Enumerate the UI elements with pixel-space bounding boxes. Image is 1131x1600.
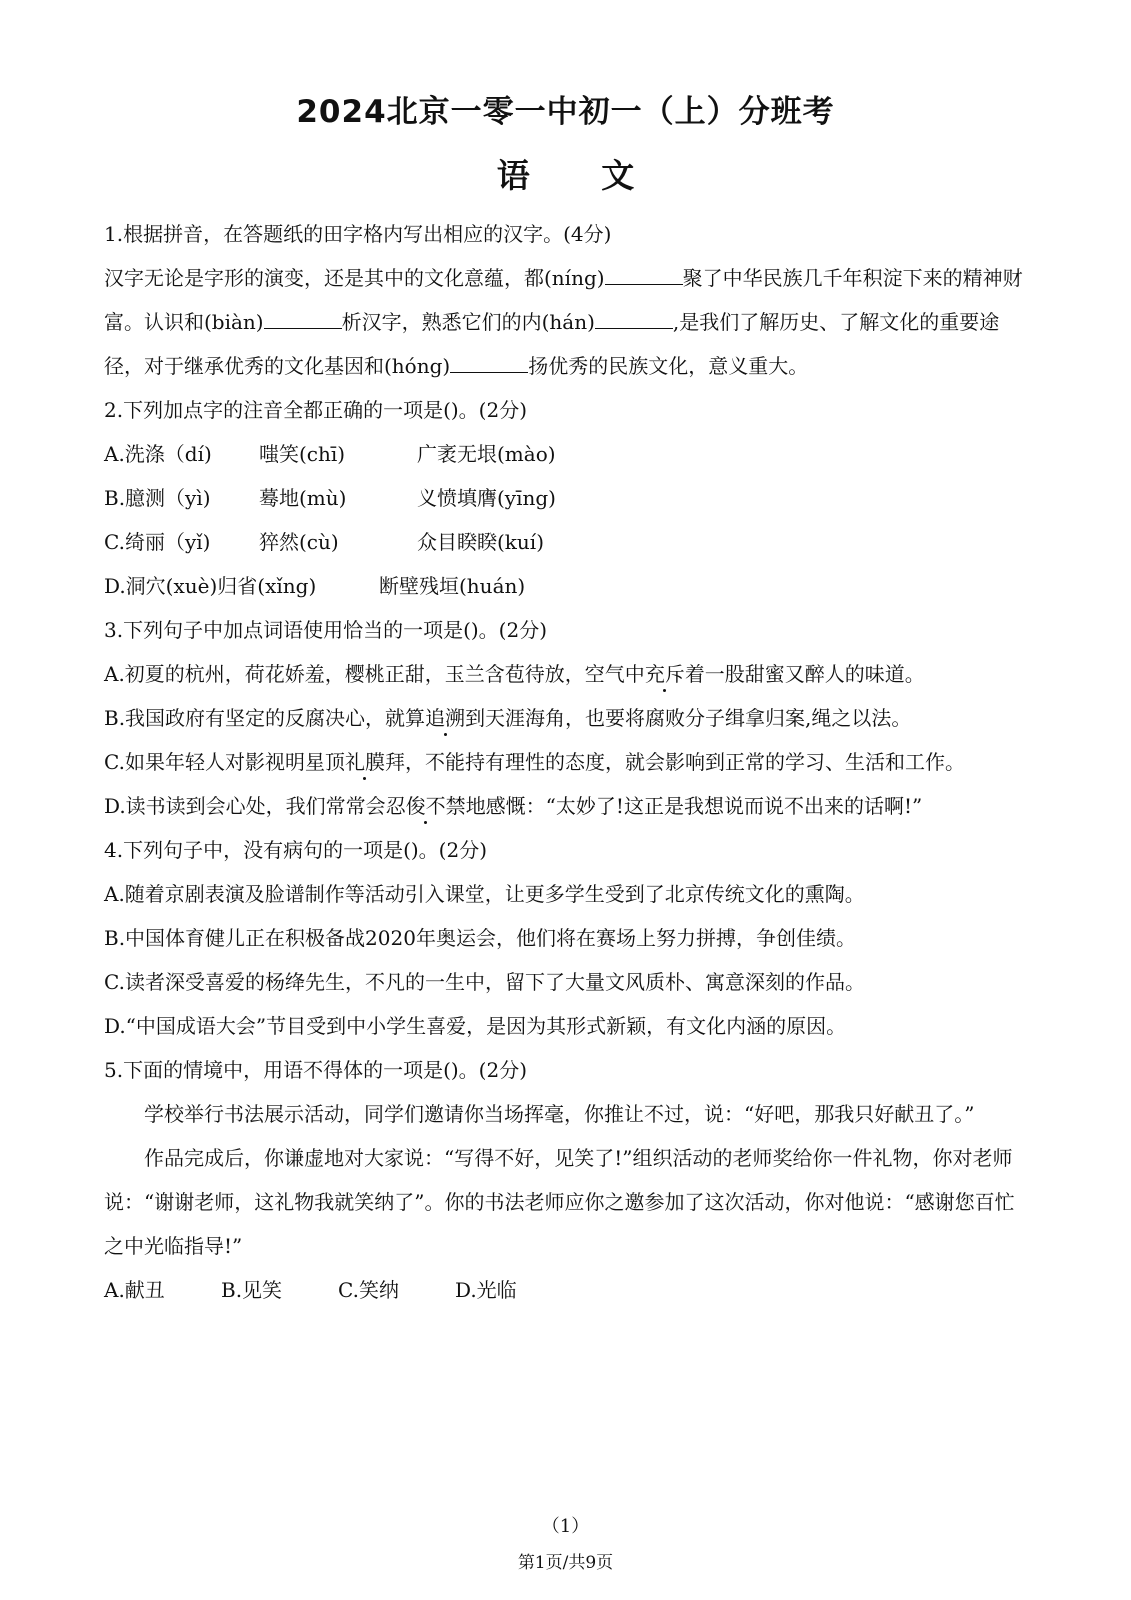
option-text: 断壁残垣(huán): [379, 574, 526, 598]
q1-text-4: ,是我们了解历史、了解文化的重要途径，对于继承优秀的文化基因和(hóng): [104, 310, 1000, 378]
question-body: [104, 212, 1034, 1312]
option-text: D.读书读到会心处，我们常常会: [104, 794, 386, 818]
option-text: 嗤笑(chī): [259, 442, 346, 466]
option-text: D.洞穴(xuè)归省(xǐng): [104, 574, 317, 598]
option-text: B.臆测（yì): [104, 486, 211, 510]
q3-option-c[interactable]: [104, 740, 1034, 784]
q4-option-b[interactable]: B.中国体育健儿正在积极备战2020年奥运会，他们将在赛场上努力拼搏，争创佳绩。: [104, 926, 856, 950]
q2-stem: 2.下列加点字的注音全都正确的一项是()。(2分): [104, 398, 528, 422]
subject-heading: 语 文: [496, 156, 635, 195]
option-text: A.洗涤（dí): [104, 442, 212, 466]
q1-stem: 1.根据拼音，在答题纸的田字格内写出相应的汉字。(4分): [104, 222, 612, 246]
option-text: 广袤无垠(mào): [417, 442, 556, 466]
dotted-term: 忍俊不禁: [385, 794, 466, 818]
q5-paragraph-1: 学校举行书法展示活动，同学们邀请你当场挥毫，你推让不过，说：“好吧，那我只好献丑了。”: [144, 1102, 975, 1126]
dotted-term: 追溯: [425, 706, 466, 730]
q2-option-c[interactable]: [104, 520, 1034, 564]
q1-text-5: 扬优秀的民族文化，意义重大。: [528, 354, 809, 378]
option-text: A.初夏的杭州，荷花娇羞，樱桃正甜，玉兰含苞待放，空气中: [104, 662, 645, 686]
option-text: 蓦地(mù): [259, 486, 347, 510]
q5-stem: 5.下面的情境中，用语不得体的一项是()。(2分): [104, 1058, 528, 1082]
option-text: 猝然(cù): [259, 530, 339, 554]
dotted-term: 充斥: [644, 662, 685, 686]
option-text: 到天涯海角，也要将腐败分子缉拿归案,绳之以法。: [465, 706, 912, 730]
answer-blank[interactable]: [605, 262, 683, 285]
option-text: 着一股甜蜜又醉人的味道。: [684, 662, 925, 686]
q1-text-1: 汉字无论是字形的演变，还是其中的文化意蕴，都(níng): [104, 266, 605, 290]
q4-option-a[interactable]: A.随着京剧表演及脸谱制作等活动引入课堂，让更多学生受到了北京传统文化的熏陶。: [104, 882, 865, 906]
q4-option-c[interactable]: C.读者深受喜爱的杨绛先生，不凡的一生中，留下了大量文风质朴、寓意深刻的作品。: [104, 970, 865, 994]
q5-paragraph-2: 作品完成后，你谦虚地对大家说：“写得不好，见笑了!”组织活动的老师奖给你一件礼物，你对老师说：“谢谢老师，这礼物我就笑纳了”。你的书法老师应你之邀参加了这次活动，你对他说：“感谢您百忙之中光临指导!”: [104, 1146, 1015, 1258]
option-text: C.绮丽（yǐ): [104, 530, 211, 554]
q4-option-d[interactable]: D.“中国成语大会”节目受到中小学生喜爱，是因为其形式新颖，有文化内涵的原因。: [104, 1014, 847, 1038]
q5-option-a[interactable]: A.献丑: [104, 1278, 165, 1302]
option-text: ，不能持有理性的态度，就会影响到正常的学习、生活和工作。: [404, 750, 965, 774]
q2-option-d[interactable]: [104, 564, 1034, 608]
q1-text-2: 聚了中华民族几千年积淀下来的精神财富。认识和(biàn): [104, 266, 1023, 334]
option-text: 地感慨：“太妙了!这正是我想说而说不出来的话啊!”: [465, 794, 923, 818]
q3-option-a[interactable]: [104, 652, 1034, 696]
q1-text-3: 析汉字，熟悉它们的内(hán): [341, 310, 595, 334]
q1-passage: [104, 256, 1034, 388]
option-text: B.我国政府有坚定的反腐决心，就算: [104, 706, 426, 730]
q3-stem: 3.下列句子中加点词语使用恰当的一项是()。(2分): [104, 618, 548, 642]
q5-option-d[interactable]: D.光临: [455, 1278, 517, 1302]
q3-option-d[interactable]: [104, 784, 1034, 828]
q3-option-b[interactable]: [104, 696, 1034, 740]
exam-title: 2024北京一零一中初一（上）分班考: [296, 94, 835, 130]
q5-options: [104, 1268, 1034, 1312]
q5-option-b[interactable]: B.见笑: [221, 1278, 283, 1302]
q2-option-a[interactable]: [104, 432, 1034, 476]
q5-option-c[interactable]: C.笑纳: [338, 1278, 399, 1302]
option-text: C.如果年轻人对影视明星: [104, 750, 325, 774]
page-marker: （1）: [541, 1516, 590, 1537]
answer-blank[interactable]: [595, 306, 673, 329]
answer-blank[interactable]: [264, 306, 342, 329]
q4-stem: 4.下列句子中，没有病句的一项是()。(2分): [104, 838, 488, 862]
dotted-term: 顶礼膜拜: [324, 750, 405, 774]
option-text: 众目睽睽(kuí): [417, 530, 545, 554]
page-footer: 第1页/共9页: [517, 1553, 614, 1573]
option-text: 义愤填膺(yīng): [417, 486, 556, 510]
answer-blank[interactable]: [450, 350, 528, 373]
q2-option-b[interactable]: [104, 476, 1034, 520]
